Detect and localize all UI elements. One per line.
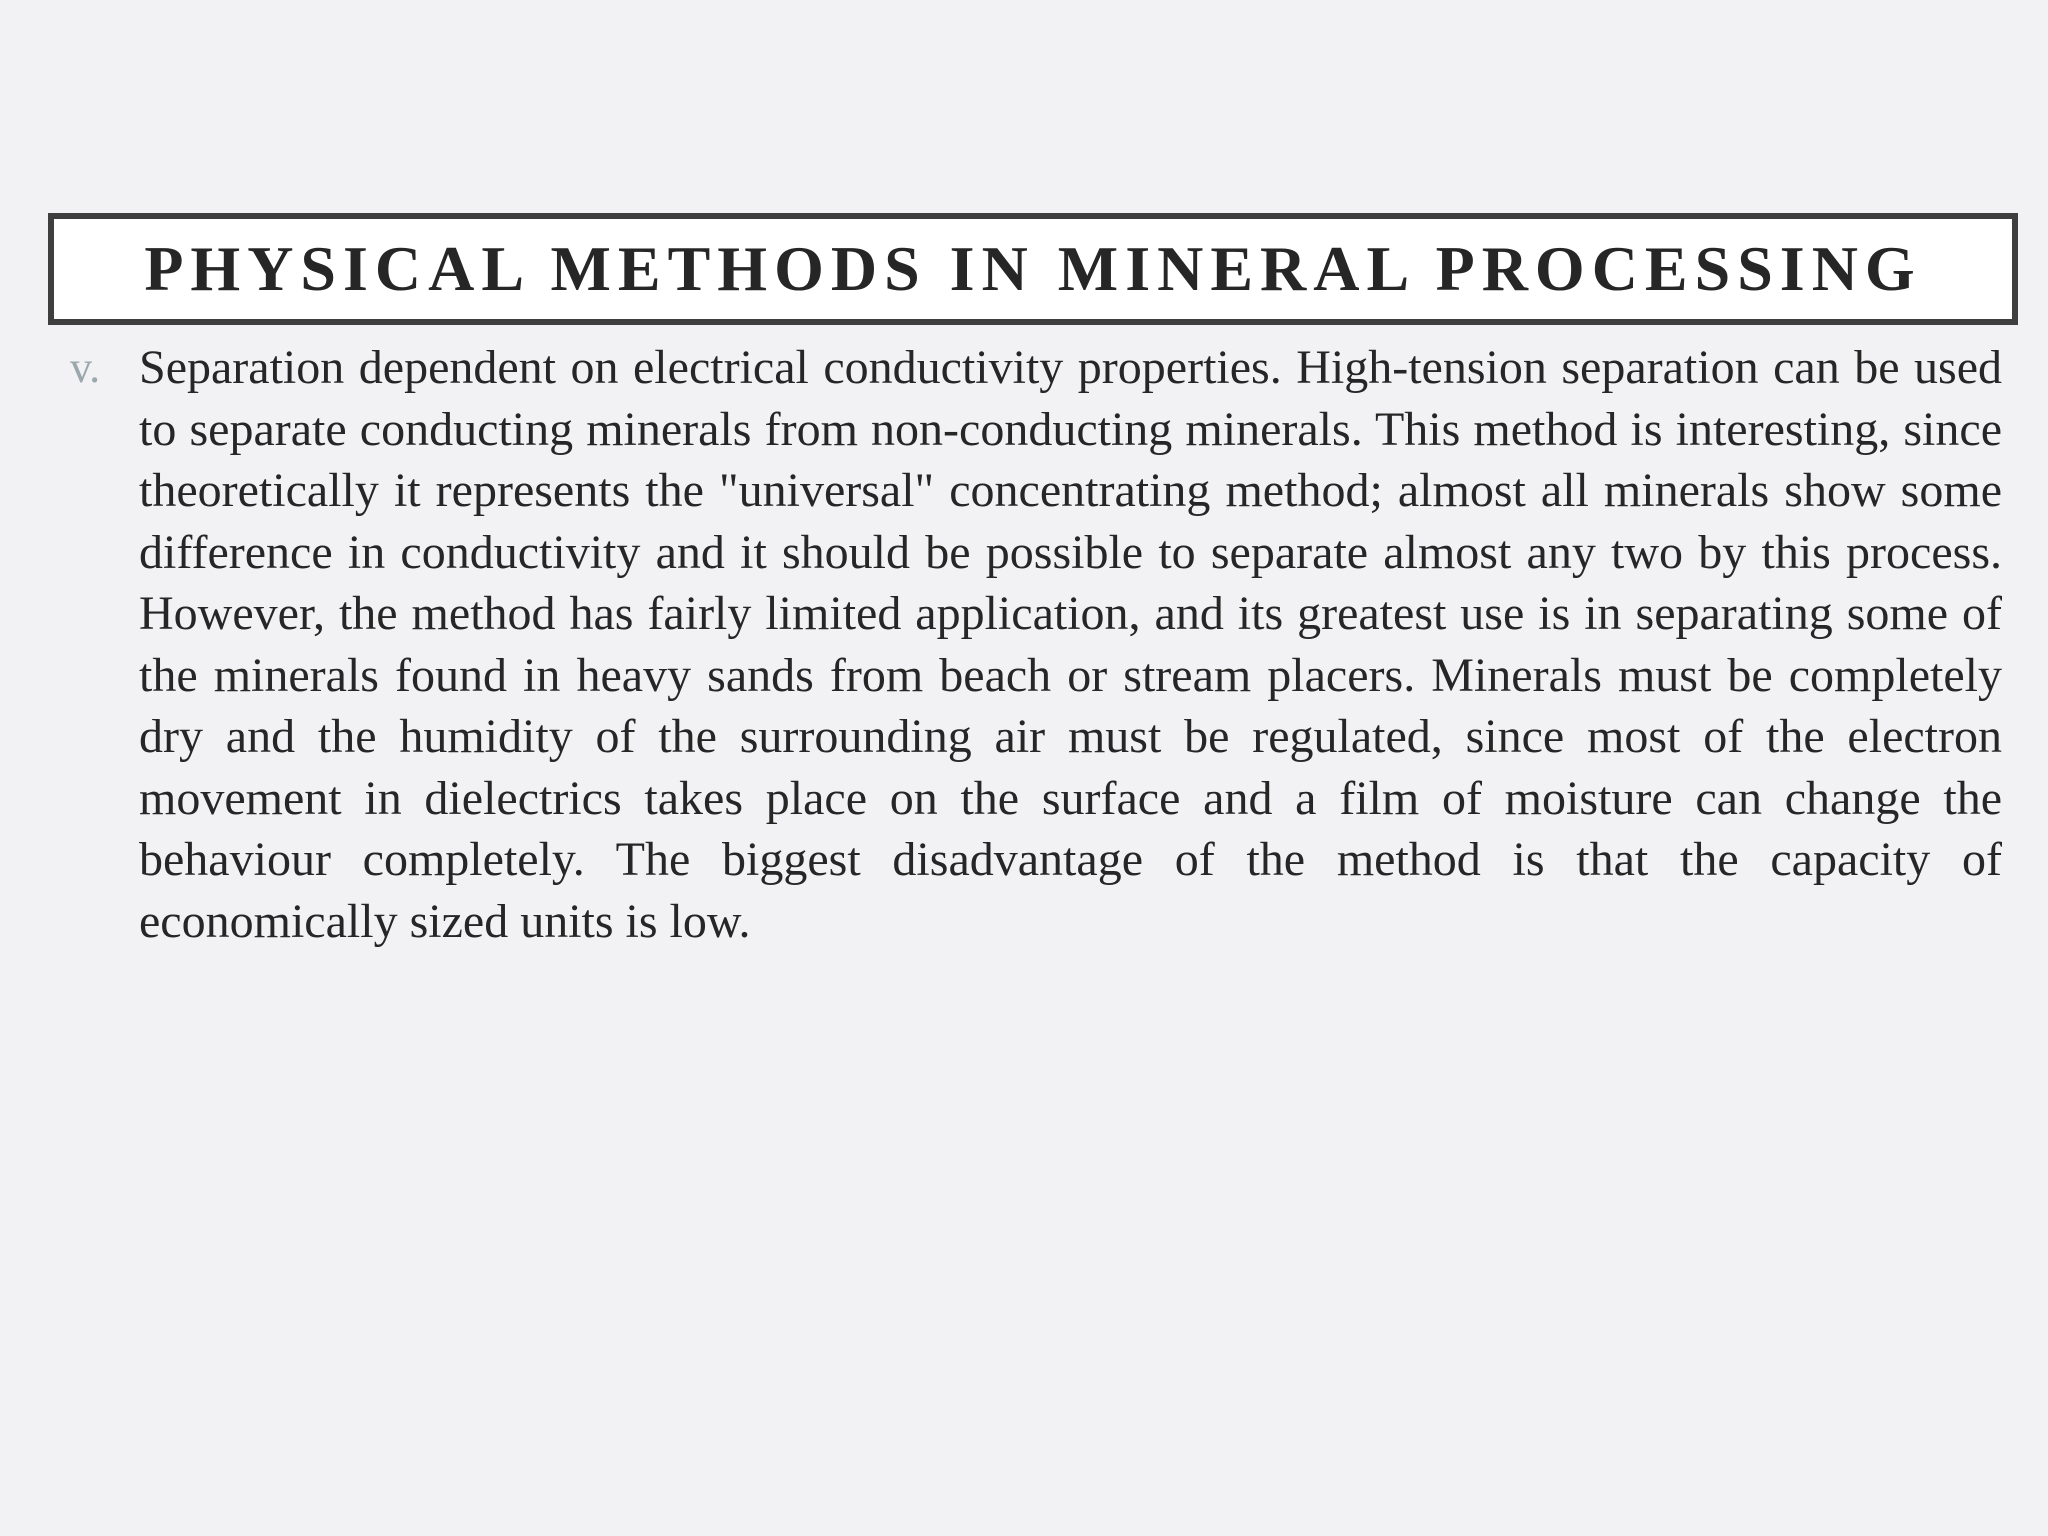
list-item — [70, 337, 2002, 952]
list-item-text: Separation dependent on electrical conductivity properties. High-tension separation can be used to separate conducting minerals from non-conducting minerals. This method is interesting, since theoretically it represents the "universal" concentrating method; almost all minerals show some difference in conductivity and it should be possible to separate almost any two by this process. However, the method has fairly limited application, and its greatest use is in separating some of the minerals found in heavy sands from beach or stream placers. Minerals must be completely dry and the humidity of the surrounding air must be regulated, since most of the electron movement in dielectrics takes place on the surface and a film of moisture can change the behaviour completely. The biggest disadvantage of the method is that the capacity of economically sized units is low. — [139, 341, 2002, 948]
list-marker: v. — [70, 343, 101, 392]
slide-title: PHYSICAL METHODS IN MINERAL PROCESSING — [144, 233, 1922, 304]
title-box — [48, 213, 2018, 325]
